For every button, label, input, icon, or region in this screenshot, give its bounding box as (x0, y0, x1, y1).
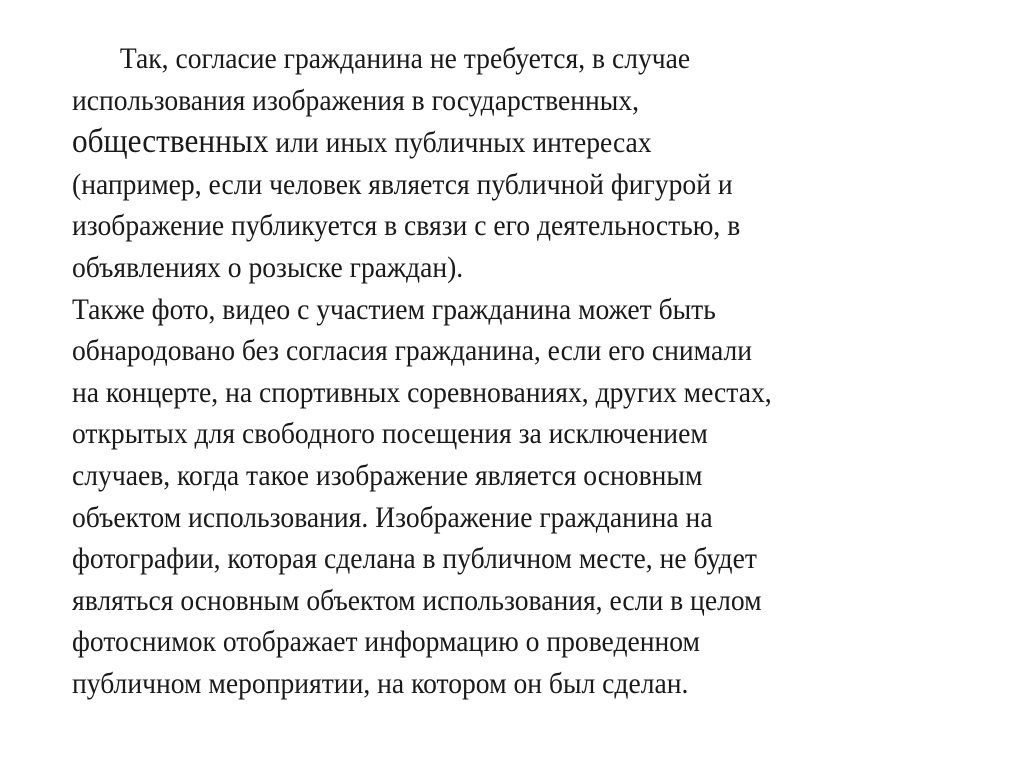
text-line: фотоснимок отображает информацию о проведенном (72, 625, 701, 659)
text-line: объявлениях о розыске граждан). (72, 250, 464, 284)
text-line: являться основным объектом использования, если в целом (72, 583, 762, 617)
text-line: публичном мероприятии, на котором он был сделан. (72, 666, 689, 700)
text-line: открытых для свободного посещения за исключением (72, 417, 708, 451)
text-line: Также фото, видео с участием гражданина может быть (72, 292, 716, 326)
text-line: изображение публикуется в связи с его деятельностью, в (72, 209, 741, 243)
text-line: (например, если человек является публичной фигурой и (72, 167, 733, 201)
text-line: Так, согласие гражданина не требуется, в случае (119, 42, 691, 75)
emphasized-word: общественных (72, 123, 269, 161)
text-fragment: или иных публичных интересах (268, 126, 652, 160)
text-line: фотографии, которая сделана в публичном месте, не будет (72, 542, 757, 576)
text-line: обнародовано без согласия гражданина, если его снимали (72, 334, 752, 368)
text-line: использования изображения в государственных, (72, 83, 639, 117)
slide-text (72, 38, 900, 705)
text-line-mixed (72, 121, 900, 164)
text-line: объектом использования. Изображение гражданина на (72, 500, 713, 534)
text-line: случаев, когда такое изображение является основным (72, 458, 703, 492)
text-line: на концерте, на спортивных соревнованиях, других местах, (72, 375, 772, 409)
